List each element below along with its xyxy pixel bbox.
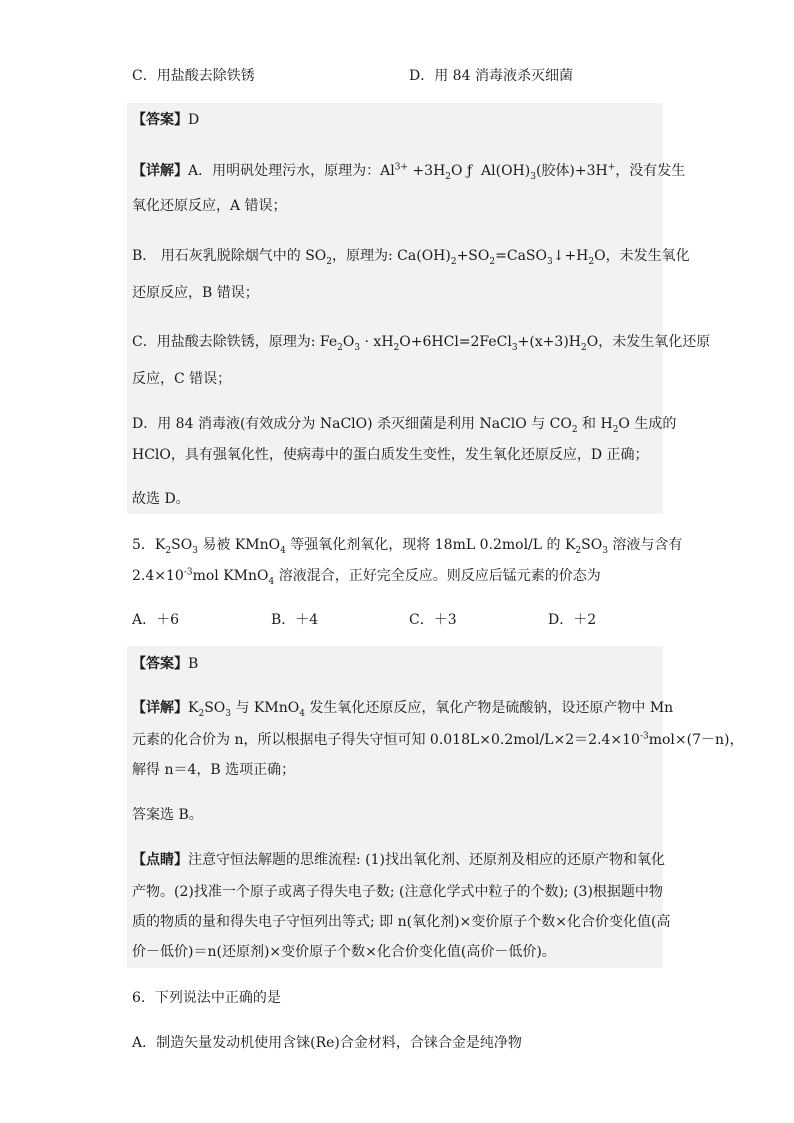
- answer-value: D: [188, 112, 200, 128]
- q4-option-c: C．用盐酸去除铁锈: [132, 68, 255, 84]
- q4-conclusion: 故选 D。: [132, 491, 190, 507]
- q6-stem: 6．下列说法中正确的是: [132, 990, 281, 1006]
- q5-option-d: D．＋2: [548, 612, 597, 628]
- q4-detail-d-line2: HClO，具有强氧化性，使病毒中的蛋白质发生变性，发生氧化还原反应，D 正确；: [132, 447, 649, 463]
- q5-stem-line2: $2.4\times 10^{-3}mol$ KMnO$_4$ 溶液混合，正好完全反应。则反应后锰元素的价态为: [132, 567, 601, 587]
- q4-detail-b-line1: [132, 246, 690, 266]
- q4-detail-a-line2: 氧化还原反应，A 错误；: [132, 198, 287, 214]
- q4-answer: [132, 110, 199, 130]
- detail-b-tail: ，未发生氧化: [605, 248, 690, 264]
- q5-tip-line4: 价－低价)＝n(还原剂)×变价原子个数×化合价变化值(高价－低价)。: [132, 944, 556, 960]
- q5-tip-line3: 质的物质的量和得失电子守恒列出等式; 即 n(氧化剂)×变价原子个数×化合价变化值(高: [132, 914, 671, 930]
- q4-option-d: D．用 84 消毒液杀灭细菌: [409, 68, 573, 84]
- q5-detail-line1: 【详解】$K_2SO_3$ 与 KMnO$_4$ 发生氧化还原反应，氧化产物是硫酸钠，设还原产物中 Mn: [132, 700, 674, 719]
- detail-a-tail: ，没有发生: [615, 163, 686, 179]
- q5-conclusion: 答案选 B。: [132, 807, 203, 823]
- answer-label: 【答案】: [132, 112, 188, 128]
- q5-tip-line2: 产物。(2)找准一个原子或离子得失电子数; (注意化学式中粒子的个数); (3)根据题中物: [132, 884, 663, 900]
- detail-label: 【详解】: [132, 163, 188, 179]
- answer-value: B: [188, 656, 199, 672]
- q4-detail-c-line2: 反应，C 错误；: [132, 371, 232, 387]
- q4-detail-a-line1: [132, 161, 685, 181]
- detail-a-text: A．用明矾处理污水，原理为：Al: [188, 163, 395, 179]
- detail-label: 【详解】: [132, 700, 188, 716]
- detail-c-tail: ，未发生氧化还原: [598, 334, 711, 350]
- q5-answer: [132, 654, 198, 674]
- answer-label: 【答案】: [132, 656, 188, 672]
- equation-b: $Ca(OH)_2+SO_2=CaSO_3↓+H_2O$: [397, 248, 606, 267]
- equation-a: $^{3+} +3H_2O$ ƒ $Al(OH)_3$(胶体)+3H+: [394, 162, 616, 182]
- q4-detail-d-line1: D．用 84 消毒液(有效成分为 NaClO) 杀灭细菌是利用 NaClO 与 $CO_2$ 和 $H_2O$ 生成的: [132, 416, 677, 435]
- q5-option-a: A．＋6: [132, 612, 180, 628]
- detail-c-text: C．用盐酸去除铁锈，原理为:: [132, 334, 316, 350]
- q5-option-b: B．＋4: [271, 612, 319, 628]
- tip-label: 【点睛】: [132, 852, 188, 868]
- q5-detail-line3: 解得 n＝4，B 选项正确；: [132, 762, 296, 778]
- q5-option-c: C．＋3: [409, 612, 457, 628]
- q6-option-a: A．制造矢量发动机使用含铼(Re)合金材料，合铼合金是纯净物: [132, 1035, 522, 1051]
- tip-text: 注意守恒法解题的思维流程: (1)找出氧化剂、还原剂及相应的还原产物和氧化: [188, 852, 665, 868]
- q5-tip-line1: [132, 850, 665, 870]
- q5-stem-line1: 5．$K_2SO_3$ 易被 KMnO$_4$ 等强氧化剂氧化，现将 18mL 0.2mol/L 的 $K_2SO_3$ 溶液与含有: [132, 537, 683, 556]
- q5-detail-line2: 元素的化合价为 n，所以根据电子得失守恒可知 $0.018L\times 0.2mol/L\times 2=2.4\times 10^{-3}mol\times(7-n)$，: [132, 731, 744, 748]
- equation-c: $Fe_2O_3$ · $xH_2O+6HCl=2FeCl_3+(x+3)H_2O$: [319, 334, 599, 353]
- q4-detail-c-line1: [132, 332, 710, 352]
- q4-detail-b-line2: 还原反应，B 错误；: [132, 285, 259, 301]
- detail-b-text: B． 用石灰乳脱除烟气中的 $SO_2$，原理为:: [132, 248, 393, 267]
